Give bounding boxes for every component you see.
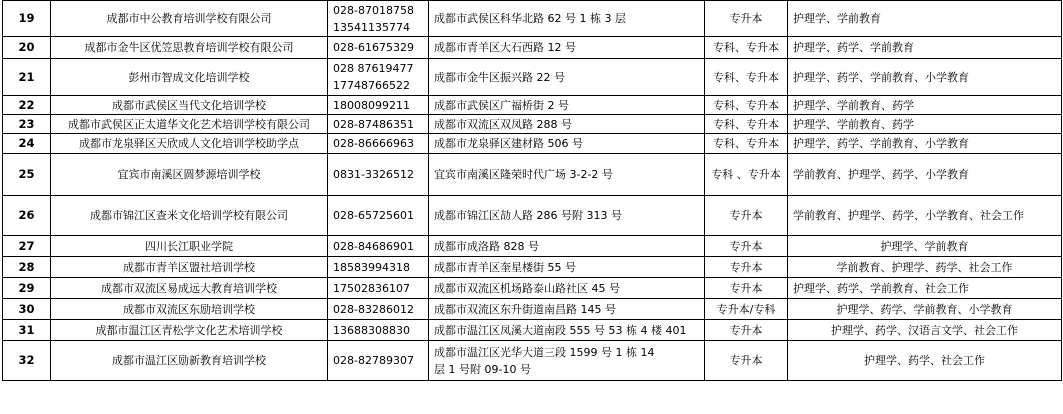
contact-phone [328,37,429,59]
table-row [3,278,1062,299]
row-number: 27 [3,236,51,257]
contact-phone [328,236,429,257]
table-row [3,341,1062,381]
table-row [3,1,1062,37]
school-name: 四川长江职业学院 [51,236,328,257]
education-level: 专科、专升本 [705,59,788,96]
majors-offered: 护理学、学前教育、药学 [788,96,1062,115]
education-level: 专升本 [705,1,788,37]
majors-offered: 护理学、药学、学前教育、小学教育 [788,59,1062,96]
contact-phone [328,96,429,115]
phone-line: 028-87018758 [333,3,414,17]
contact-phone [328,1,429,37]
school-name: 成都市双流区东励培训学校 [51,299,328,320]
row-number: 22 [3,96,51,115]
contact-phone [328,115,429,134]
school-address [429,134,705,154]
row-number: 19 [3,1,51,37]
table-row [3,96,1062,115]
address-line: 宜宾市南溪区隆荣时代广场 3-2-2 号 [434,168,613,181]
contact-phone [328,59,429,96]
majors-offered: 护理学、学前教育 [788,236,1062,257]
table-row [3,115,1062,134]
row-number: 20 [3,37,51,59]
school-name: 成都市龙泉驿区天欣成人文化培训学校助学点 [51,134,328,154]
table-row [3,196,1062,236]
address-line: 层 1 号附 09-10 号 [434,362,531,376]
address-line: 成都市双流区东升街道南昌路 145 号 [434,302,616,316]
school-name: 成都市青羊区盟社培训学校 [51,257,328,278]
school-address [429,320,705,341]
phone-line: 028-86666963 [333,137,414,150]
address-line: 成都市武侯区广福桥街 2 号 [434,98,569,112]
address-line: 成都市双流区机场路泰山路社区 45 号 [434,281,620,295]
address-line: 成都市金牛区振兴路 22 号 [434,70,565,84]
phone-line: 17502836107 [333,281,410,295]
table-row [3,134,1062,154]
row-number: 24 [3,134,51,154]
school-name: 成都市武侯区当代文化培训学校 [51,96,328,115]
education-level: 专科 、专升本 [705,154,788,196]
address-line: 成都市锦江区劼人路 286 号附 313 号 [434,209,622,222]
phone-line: 18583994318 [333,260,410,274]
majors-offered: 护理学、药学、汉语言文学、社会工作 [788,320,1062,341]
phone-line: 028-83286012 [333,302,414,316]
table-row [3,154,1062,196]
school-name: 成都市温江区青松学文化艺术培训学校 [51,320,328,341]
row-number: 30 [3,299,51,320]
phone-line: 18008099211 [333,98,410,112]
education-level: 专升本 [705,236,788,257]
phone-line: 028-65725601 [333,209,414,222]
contact-phone [328,134,429,154]
education-level: 专科、专升本 [705,37,788,59]
contact-phone [328,299,429,320]
phone-line: 028-87486351 [333,117,414,131]
table-row [3,236,1062,257]
phone-line: 13541135774 [333,20,410,34]
education-level: 专升本 [705,341,788,381]
school-name: 成都市中公教育培训学校有限公司 [51,1,328,37]
majors-offered: 护理学、药学、学前教育、小学教育 [788,134,1062,154]
row-number: 21 [3,59,51,96]
table-row [3,257,1062,278]
majors-offered: 护理学、药学、社会工作 [788,341,1062,381]
education-level: 专升本 [705,257,788,278]
school-address [429,196,705,236]
phone-line: 028-82789307 [333,354,414,367]
education-level: 专升本 [705,196,788,236]
row-number: 23 [3,115,51,134]
school-address [429,115,705,134]
school-name: 成都市锦江区查米文化培训学校有限公司 [51,196,328,236]
contact-phone [328,154,429,196]
address-line: 成都市双流区双凤路 288 号 [434,117,572,131]
education-level: 专升本 [705,278,788,299]
address-line: 成都市青羊区大石西路 12 号 [434,41,576,54]
school-name: 成都市金牛区优笠思教育培训学校有限公司 [51,37,328,59]
majors-offered: 护理学、药学、学前教育、社会工作 [788,278,1062,299]
row-number: 26 [3,196,51,236]
school-address [429,37,705,59]
row-number: 25 [3,154,51,196]
majors-offered: 护理学、学前教育、药学 [788,115,1062,134]
school-name: 宜宾市南溪区圆梦源培训学校 [51,154,328,196]
phone-line: 17748766522 [333,79,410,92]
phone-line: 028-84686901 [333,239,414,253]
table-row [3,59,1062,96]
row-number: 32 [3,341,51,381]
address-line: 成都市青羊区奎星楼街 55 号 [434,260,576,274]
address-line: 成都市温江区凤溪大道南段 555 号 53 栋 4 楼 401 [434,323,687,337]
education-level: 专科、专升本 [705,96,788,115]
phone-line: 028 87619477 [333,62,414,75]
school-name: 成都市武侯区正太道华文化艺术培训学校有限公司 [51,115,328,134]
row-number: 29 [3,278,51,299]
school-name: 成都市温江区励新教育培训学校 [51,341,328,381]
school-address [429,278,705,299]
school-address [429,1,705,37]
address-line: 成都市武侯区科华北路 62 号 1 栋 3 层 [434,12,626,25]
majors-offered: 护理学、学前教育 [788,1,1062,37]
majors-offered: 学前教育、护理学、药学、社会工作 [788,257,1062,278]
education-level: 专科、专升本 [705,115,788,134]
education-level: 专升本/专科 [705,299,788,320]
school-address [429,154,705,196]
contact-phone [328,320,429,341]
school-name: 成都市双流区易成远大教育培训学校 [51,278,328,299]
table-row [3,299,1062,320]
address-line: 成都市温江区光华大道三段 1599 号 1 栋 14 [434,345,655,359]
phone-line: 0831-3326512 [333,168,414,181]
school-address [429,96,705,115]
majors-offered: 学前教育、护理学、药学、小学教育 [788,154,1062,196]
row-number: 28 [3,257,51,278]
address-line: 成都市成洛路 828 号 [434,239,539,253]
school-address [429,236,705,257]
majors-offered: 学前教育、护理学、药学、小学教育、社会工作 [788,196,1062,236]
contact-phone [328,196,429,236]
majors-offered: 护理学、药学、学前教育、小学教育 [788,299,1062,320]
table-row [3,320,1062,341]
contact-phone [328,257,429,278]
school-list-body [3,1,1062,381]
contact-phone [328,341,429,381]
address-line: 成都市龙泉驿区建材路 506 号 [434,137,583,150]
education-level: 专科、专升本 [705,134,788,154]
education-level: 专升本 [705,320,788,341]
school-address [429,299,705,320]
contact-phone [328,278,429,299]
majors-offered: 护理学、药学、学前教育 [788,37,1062,59]
table-row [3,37,1062,59]
phone-line: 13688308830 [333,323,410,337]
row-number: 31 [3,320,51,341]
school-address [429,59,705,96]
phone-line: 028-61675329 [333,41,414,54]
school-name: 彭州市智成文化培训学校 [51,59,328,96]
school-list-table [2,0,1062,381]
school-address [429,341,705,381]
school-address [429,257,705,278]
